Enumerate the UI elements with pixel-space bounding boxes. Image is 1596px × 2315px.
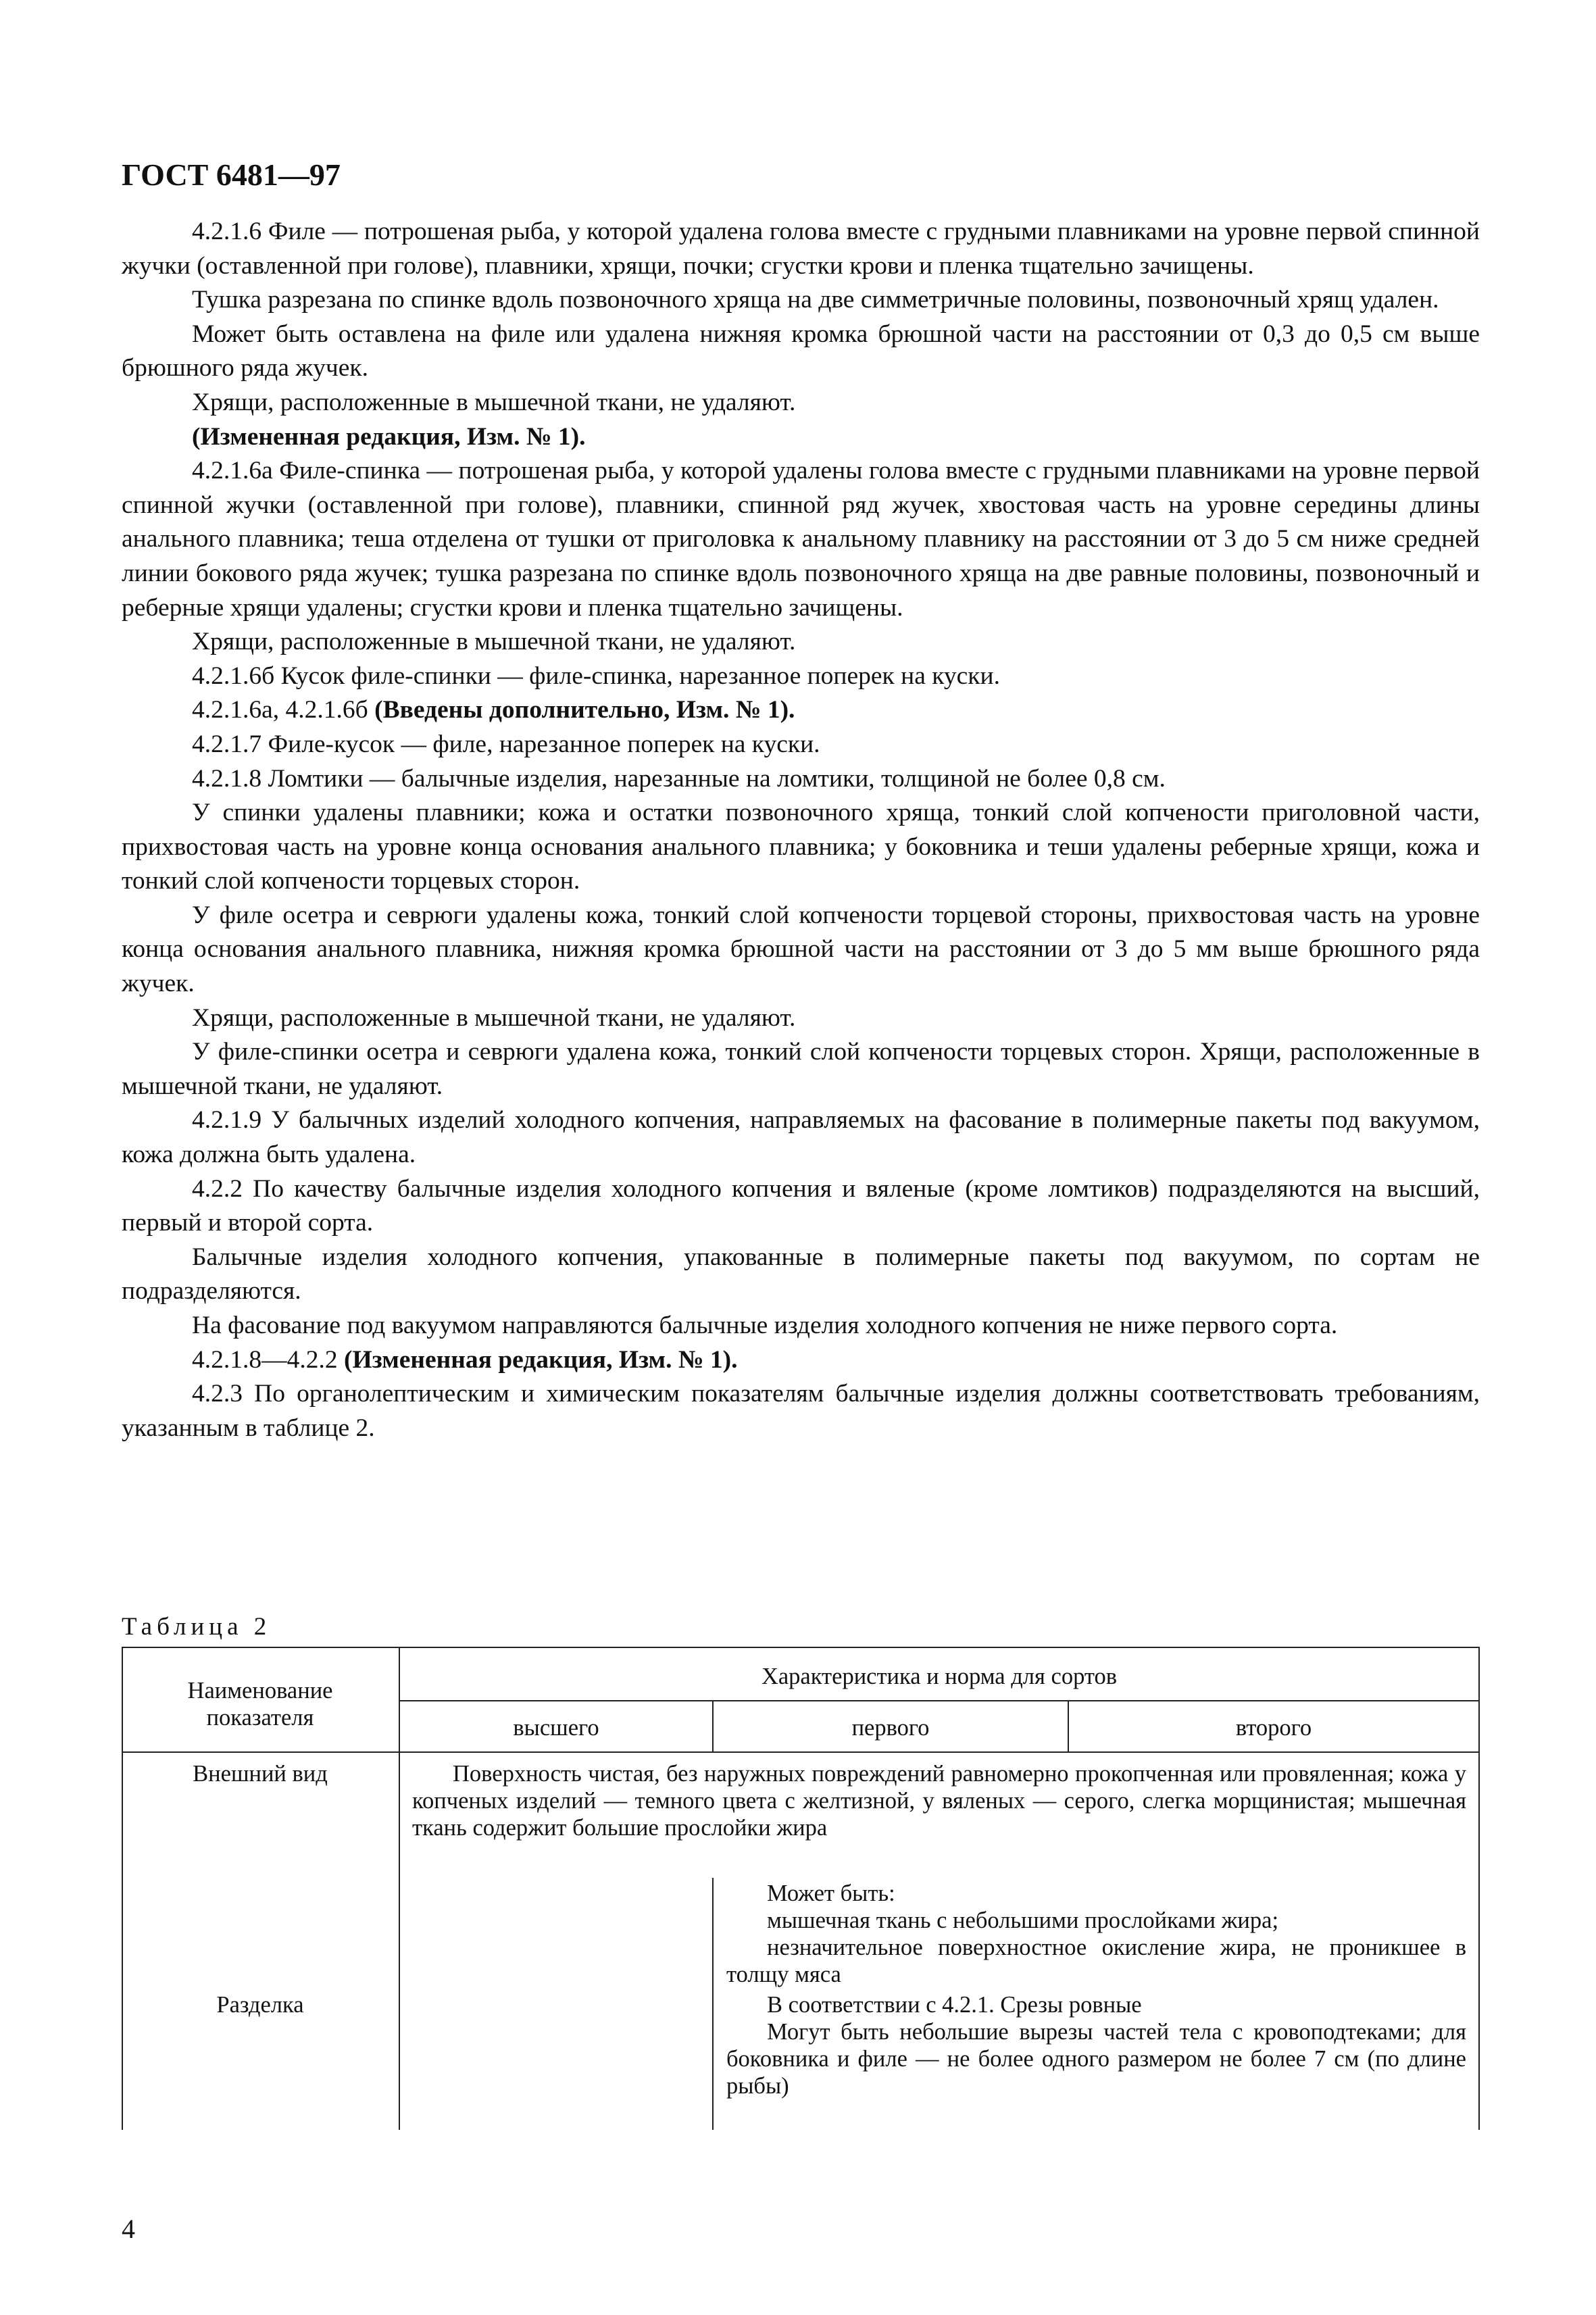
paragraph: 4.2.3 По органолептическим и химическим показателям балычные изделия должны соответствовать требованиям, указанным в таблице 2. (122, 1380, 1480, 1442)
body-text (122, 215, 1480, 1445)
header-group: Характеристика и норма для сортов (761, 1664, 1118, 1689)
paragraph: У спинки удалены плавники; кожа и остатки позвоночного хряща, тонкий слой копчености приголовной части, прихвостовая часть на уровне конца основания анального плавника; у боковника и теши удалены реберные хрящи, кожа и тонкий слой копчености торцевых сторон. (122, 799, 1480, 895)
table-rule (712, 1878, 714, 2130)
paragraph: 4.2.1.9 У балычных изделий холодного копчения, направляемых на фасование в полимерные пакеты под вакуумом, кожа должна быть удалена. (122, 1106, 1480, 1169)
row-all-grades (412, 1760, 1466, 1841)
row-name: Разделка (216, 1992, 304, 2018)
paragraph: У филе-спинки осетра и севрюги удалена кожа, тонкий слой копчености торцевых сторон. Хрящи, расположенные в мышечной ткани, не удаляют. (122, 1038, 1480, 1100)
row-text: Может быть: (767, 1881, 895, 1906)
table-rule (122, 1647, 123, 2130)
paragraph: У филе осетра и севрюги удалены кожа, тонкий слой копчености торцевой стороны, прихвостовая часть на уровне конца основания анального плавника, нижняя кромка брюшной части на расстоянии от 3 до 5 мм выше брюшного ряда жучек. (122, 901, 1480, 998)
amendment-note: (Введены дополнительно, Изм. № 1). (374, 696, 795, 724)
paragraph: 4.2.1.8 Ломтики — балычные изделия, нарезанные на ломтики, толщиной не более 0,8 см. (192, 764, 1166, 793)
paragraph: 4.2.1.6 Филе — потрошеная рыба, у которой удалена голова вместе с грудными плавниками на уровне первой спинной жучки (оставленной при голове), плавники, хрящи, почки; сгустки крови и пленка тщательно зачищены. (122, 218, 1480, 280)
paragraph: 4.2.2 По качеству балычные изделия холодного копчения и вяленые (кроме ломтиков) подразделяются на высший, первый и второй сорта. (122, 1174, 1480, 1237)
amendment-note: (Измененная редакция, Изм. № 1). (192, 422, 586, 451)
clause-ref: 4.2.1.8—4.2.2 (192, 1345, 338, 1374)
row-name: Внешний вид (193, 1761, 328, 1787)
table-caption: Таблица 2 (122, 1613, 272, 1641)
row-text: незначительное поверхностное окисление жира, не проникшее в толщу мяса (726, 1935, 1466, 1987)
amendment-line (122, 1343, 1480, 1378)
row-text: мышечная ткань с небольшими прослойками жира; (767, 1908, 1279, 1933)
paragraph: 4.2.1.6б Кусок филе-спинки — филе-спинка, нарезанное поперек на куски. (192, 662, 1000, 690)
table-rule (122, 1751, 1480, 1753)
row-text: Могут быть небольшие вырезы частей тела с кровоподтеками; для боковника и филе — не более одного размером не более 7 см (по длине рыбы) (726, 2019, 1466, 2099)
paragraph: 4.2.1.6а Филе-спинка — потрошеная рыба, у которой удалены голова вместе с грудными плавниками на уровне первой спинной жучки (оставленной при голове), плавники, спинной ряд жучек, хвостовая часть на уровне середины длины анального плавника; теша отделена от тушки от приголовка к анальному плавнику на расстоянии от 3 до 5 см ниже средней линии бокового ряда жучек; тушка разрезана по спинке вдоль позвоночного хряща на две равные половины, позвоночный и реберные хрящи удалены; сгустки крови и пленка тщательно зачищены. (122, 457, 1480, 622)
header-name: Наименование показателя (187, 1678, 333, 1731)
header-grade: первого (851, 1715, 930, 1741)
row-text: Поверхность чистая, без наружных повреждений равномерно прокопченная или провяленная; кожа у копченых изделий — темного цвета с желтизной, у вяленых — серого, слегка морщинистая; мышечная ткань содержит большие прослойки жира (412, 1761, 1466, 1841)
paragraph: Балычные изделия холодного копчения, упакованные в полимерные пакеты под вакуумом, по сортам не подразделяются. (122, 1243, 1480, 1305)
table-rule (122, 1647, 1480, 1648)
quality-table (122, 1647, 1480, 2130)
paragraph: 4.2.1.7 Филе-кусок — филе, нарезанное поперек на куски. (192, 730, 820, 758)
header-grade: высшего (513, 1715, 599, 1741)
page-number: 4 (122, 2214, 135, 2244)
header-grade: второго (1235, 1715, 1312, 1741)
paragraph: На фасование под вакуумом направляются балычные изделия холодного копчения не ниже первого сорта. (192, 1312, 1338, 1339)
paragraph: Может быть оставлена на филе или удалена нижняя кромка брюшной части на расстоянии от 0,3 до 0,5 см выше брюшного ряда жучек. (122, 320, 1480, 382)
table-rule (1478, 1647, 1480, 2130)
clause-ref: 4.2.1.6а, 4.2.1.6б (192, 696, 368, 724)
paragraph: Хрящи, расположенные в мышечной ткани, не удаляют. (192, 388, 796, 416)
paragraph: Тушка разрезана по спинке вдоль позвоночного хряща на две симметричные половины, позвоночный хрящ удален. (192, 286, 1439, 314)
paragraph: Хрящи, расположенные в мышечной ткани, не удаляют. (192, 1003, 796, 1032)
amendment-note: (Измененная редакция, Изм. № 1). (344, 1345, 738, 1374)
table-rule (399, 1700, 1480, 1701)
row-lower-grades (726, 1880, 1466, 1988)
paragraph: Хрящи, расположенные в мышечной ткани, не удаляют. (192, 628, 796, 656)
row-text: В соответствии с 4.2.1. Срезы ровные (767, 1992, 1142, 2018)
amendment-line (122, 693, 1480, 728)
row-lower-grades (726, 1991, 1466, 2099)
page-title: ГОСТ 6481—97 (122, 157, 341, 192)
